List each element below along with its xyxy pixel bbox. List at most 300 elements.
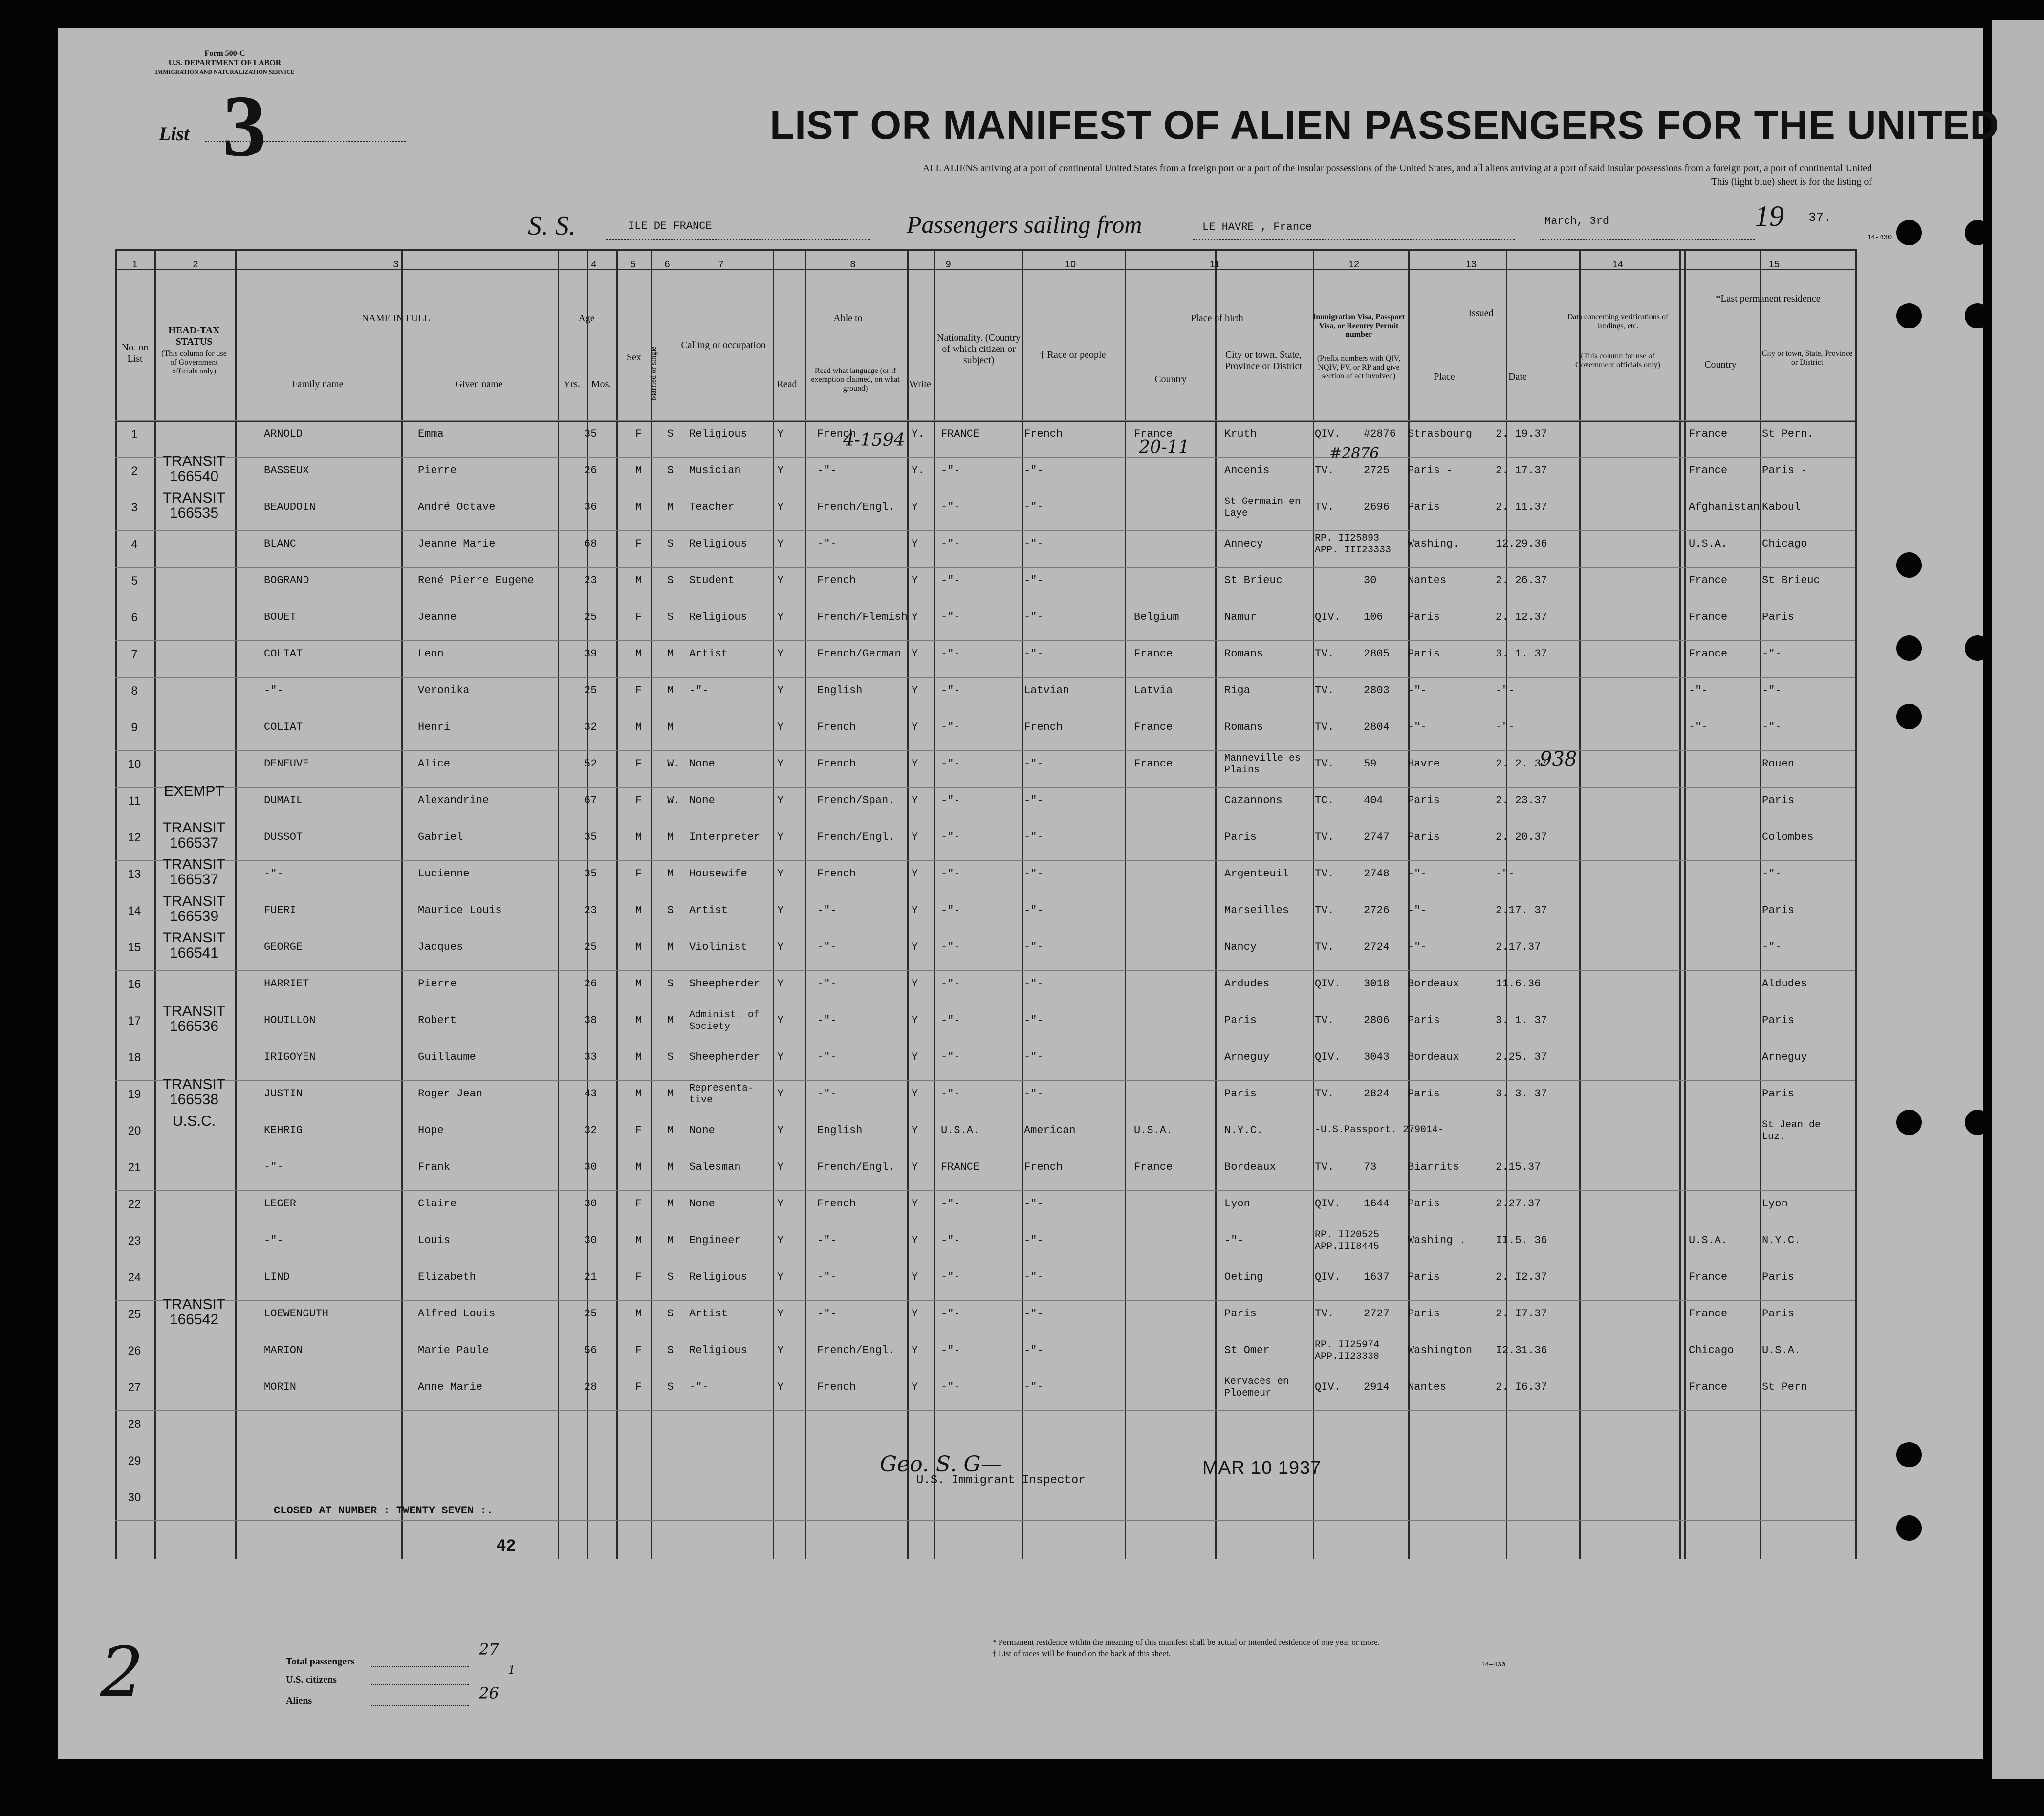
us-citizens-value: 1 — [508, 1664, 515, 1677]
header-no-on-list: No. on List — [121, 342, 149, 364]
given-name: Lucienne — [418, 868, 470, 880]
row-number: 8 — [131, 684, 138, 698]
binder-hole-icon — [1896, 1515, 1922, 1541]
can-write: Y — [912, 611, 918, 623]
grid-column-line — [115, 249, 117, 1559]
grid-column-line — [1313, 249, 1314, 1559]
age-years: 52 — [584, 758, 597, 770]
nationality: -"- — [941, 464, 960, 477]
race: -"- — [1024, 1234, 1044, 1247]
nationality: -"- — [941, 831, 960, 843]
last-residence-city: Paris — [1762, 794, 1795, 807]
visa-prefix: RP. II25893 APP. III23333 — [1315, 533, 1392, 556]
birth-country: Belgium — [1134, 611, 1179, 623]
family-name: DUSSOT — [264, 831, 303, 843]
age-years: 56 — [584, 1344, 597, 1357]
row-number: 17 — [128, 1014, 141, 1028]
visa-number: 73 — [1364, 1161, 1377, 1173]
visa-prefix: TV. — [1315, 831, 1334, 843]
issued-date: 2. 19.37 — [1496, 428, 1547, 440]
sex: F — [635, 794, 642, 807]
birth-city: Bordeaux — [1224, 1161, 1276, 1173]
issued-date: -"- — [1496, 684, 1515, 697]
occupation: None — [689, 1198, 715, 1210]
marital-status: S — [667, 1344, 674, 1357]
issued-place: Strasbourg — [1408, 428, 1473, 440]
can-read: Y — [777, 904, 784, 917]
grid-column-line — [235, 249, 237, 1559]
sex: M — [635, 978, 642, 990]
issued-place: Paris — [1408, 794, 1440, 807]
marital-status: S — [667, 574, 674, 587]
last-residence-city: Chicago — [1762, 538, 1807, 550]
visa-number: 3018 — [1364, 978, 1390, 990]
can-write: Y — [912, 721, 918, 733]
row-number: 20 — [128, 1124, 141, 1138]
row-number: 7 — [131, 648, 138, 661]
age-years: 21 — [584, 1271, 597, 1283]
head-tax-status: TRANSIT 166540 — [162, 453, 226, 484]
header-place-of-birth: Place of birth — [1191, 313, 1243, 324]
header-given-name: Given name — [455, 379, 503, 390]
occupation: Violinist — [689, 941, 747, 953]
marital-status: S — [667, 464, 674, 477]
family-name: DENEUVE — [264, 758, 309, 770]
port-line — [1193, 239, 1515, 240]
last-residence-city: Paris — [1762, 1308, 1795, 1320]
can-read: Y — [777, 1124, 784, 1137]
sex: M — [635, 1161, 642, 1173]
can-write: Y — [912, 941, 918, 953]
can-read: Y — [777, 721, 784, 733]
header-nationality: Nationality. (Country of which citizen or subject) — [937, 332, 1021, 366]
column-number: 2 — [193, 259, 198, 270]
manifest-subtitle — [425, 161, 1872, 189]
row-number: 27 — [128, 1381, 141, 1394]
last-residence-city: Paris — [1762, 1088, 1795, 1100]
sex: M — [635, 941, 642, 953]
binder-hole-icon — [1896, 1442, 1922, 1467]
header-birth-city: City or town, State, Province or District — [1225, 350, 1302, 372]
grid-row-line — [115, 970, 1855, 971]
race: -"- — [1024, 758, 1044, 770]
can-write: Y — [912, 1344, 918, 1357]
can-write: Y — [912, 1161, 918, 1173]
header-family-name: Family name — [292, 379, 344, 390]
binder-hole-icon — [1896, 552, 1922, 578]
last-residence-country: U.S.A. — [1689, 1234, 1728, 1247]
row-number: 16 — [128, 978, 141, 991]
age-years: 67 — [584, 794, 597, 807]
given-name: Jeanne Marie — [418, 538, 496, 550]
given-name: Jacques — [418, 941, 463, 953]
can-read: Y — [777, 1161, 784, 1173]
visa-number: 2726 — [1364, 904, 1390, 917]
nationality: -"- — [941, 648, 960, 660]
nationality: -"- — [941, 1271, 960, 1283]
issued-place: Bordeaux — [1408, 978, 1459, 990]
can-write: Y — [912, 1271, 918, 1283]
head-tax-status: U.S.C. — [172, 1113, 216, 1129]
birth-city: Romans — [1224, 721, 1263, 733]
list-label: List — [159, 123, 190, 145]
grid-row-line — [115, 677, 1855, 678]
can-read: Y — [777, 574, 784, 587]
age-years: 30 — [584, 1161, 597, 1173]
given-name: Hope — [418, 1124, 444, 1137]
race: -"- — [1024, 1344, 1044, 1357]
sex: M — [635, 721, 642, 733]
age-years: 25 — [584, 684, 597, 697]
visa-number: 404 — [1364, 794, 1383, 807]
grid-column-line — [1579, 249, 1581, 1559]
grid-row-line — [115, 787, 1855, 788]
occupation: Sheepherder — [689, 978, 761, 990]
last-residence-city: -"- — [1762, 684, 1782, 697]
visa-number: 2727 — [1364, 1308, 1390, 1320]
birth-country: France — [1134, 721, 1173, 733]
given-name: Anne Marie — [418, 1381, 483, 1393]
birth-country: U.S.A. — [1134, 1124, 1173, 1137]
birth-city: Marseilles — [1224, 904, 1289, 917]
header-birth-country: Country — [1154, 374, 1187, 385]
can-read: Y — [777, 868, 784, 880]
last-residence-city: Paris — [1762, 904, 1795, 917]
visa-prefix: QIV. — [1315, 428, 1341, 440]
can-read: Y — [777, 978, 784, 990]
race: -"- — [1024, 868, 1044, 880]
race: -"- — [1024, 831, 1044, 843]
header-name-in-full: NAME IN FULL — [362, 313, 430, 324]
birth-city: Ancenis — [1224, 464, 1270, 477]
nationality: -"- — [941, 1088, 960, 1100]
given-name: Frank — [418, 1161, 451, 1173]
row-number: 2 — [131, 464, 138, 478]
visa-prefix: TV. — [1315, 1014, 1334, 1027]
language: French — [817, 758, 856, 770]
family-name: HARRIET — [264, 978, 309, 990]
column-number: 3 — [393, 259, 399, 270]
age-years: 28 — [584, 1381, 597, 1393]
row-number: 9 — [131, 721, 138, 734]
family-name: MORIN — [264, 1381, 297, 1393]
grid-row-line — [115, 1080, 1855, 1081]
race: -"- — [1024, 1051, 1044, 1063]
language: French — [817, 721, 856, 733]
handwritten-mark: 4-1594 — [843, 430, 905, 450]
aliens-label: Aliens — [286, 1695, 312, 1706]
can-write: Y — [912, 1234, 918, 1247]
birth-country: France — [1134, 428, 1173, 440]
header-married: Married or single — [650, 346, 658, 401]
marital-status: S — [667, 1308, 674, 1320]
visa-prefix: TV. — [1315, 721, 1334, 733]
can-write: Y — [912, 868, 918, 880]
age-years: 36 — [584, 501, 597, 513]
family-name: -"- — [264, 1234, 283, 1247]
inspector-title: U.S. Immigrant Inspector — [916, 1474, 1086, 1487]
last-residence-country: -"- — [1689, 684, 1708, 697]
column-number: 15 — [1768, 259, 1780, 270]
column-number: 12 — [1348, 259, 1360, 270]
given-name: Pierre — [418, 464, 457, 477]
header-issued-date: Date — [1508, 372, 1527, 382]
issued-place: Paris — [1408, 648, 1440, 660]
marital-status: M — [667, 1198, 674, 1210]
race: French — [1024, 721, 1063, 733]
age-years: 25 — [584, 1308, 597, 1320]
given-name: Henri — [418, 721, 451, 733]
visa-prefix: QIV. — [1315, 1198, 1341, 1210]
head-tax-status: TRANSIT 166537 — [162, 820, 226, 851]
header-head-tax-note: (This column for use of Government officials only) — [161, 350, 227, 375]
race: French — [1024, 1161, 1063, 1173]
head-tax-status: TRANSIT 166541 — [162, 930, 226, 961]
issued-date: 2. 2. 37 — [1496, 758, 1547, 770]
age-years: 26 — [584, 978, 597, 990]
nationality: -"- — [941, 1308, 960, 1320]
sex: M — [635, 648, 642, 660]
marital-status: M — [667, 831, 674, 843]
row-number: 24 — [128, 1271, 141, 1284]
visa-number: #2876 — [1364, 428, 1396, 440]
language: French — [817, 428, 856, 440]
grid-row-line — [115, 640, 1855, 641]
visa-prefix: TV. — [1315, 684, 1334, 697]
occupation: -"- — [689, 684, 709, 697]
visa-prefix: RP. II25974 APP.II23338 — [1315, 1339, 1380, 1362]
grid-row-line — [115, 860, 1855, 861]
issued-date: I2.31.36 — [1496, 1344, 1547, 1357]
head-tax-status: TRANSIT 166539 — [162, 893, 226, 924]
birth-city: Kruth — [1224, 428, 1257, 440]
marital-status: M — [667, 1234, 674, 1247]
marital-status: S — [667, 1271, 674, 1283]
visa-number: 30 — [1364, 574, 1377, 587]
last-residence-country: -"- — [1689, 721, 1708, 733]
nationality: -"- — [941, 501, 960, 513]
binder-hole-icon — [1896, 303, 1922, 328]
total-passengers-value: 27 — [479, 1640, 499, 1659]
family-name: BEAUDOIN — [264, 501, 316, 513]
row-number: 18 — [128, 1051, 141, 1064]
nationality: -"- — [941, 1014, 960, 1027]
language: French/Engl. — [817, 501, 895, 513]
can-write: Y — [912, 1381, 918, 1393]
visa-prefix: QIV. — [1315, 1381, 1341, 1393]
sex: F — [635, 611, 642, 623]
birth-city: N.Y.C. — [1224, 1124, 1263, 1137]
subtitle-line-1: ALL ALIENS arriving at a port of continental United States from a foreign port or a port of the insular possessions of the United States, and all aliens arriving at a port of said insular possessions from a foreign port, a port of continental United — [922, 163, 1872, 174]
visa-prefix: TV. — [1315, 648, 1334, 660]
form-number: Form 500-C — [204, 49, 245, 58]
visa-prefix: TV. — [1315, 758, 1334, 770]
visa-number: 3043 — [1364, 1051, 1390, 1063]
date-line — [1540, 239, 1755, 240]
column-number: 4 — [591, 259, 597, 270]
header-visa-note: (Prefix numbers with QIV, NQIV, PV, or RP and give section of act involved) — [1317, 354, 1401, 380]
visa-prefix: TV. — [1315, 1161, 1334, 1173]
can-read: Y — [777, 758, 784, 770]
row-number: 15 — [128, 941, 141, 954]
language: French/Flemish — [817, 611, 908, 623]
footnote-residence: * Permanent residence within the meaning of this manifest shall be actual or intended residence of one year or more. — [992, 1638, 1380, 1647]
birth-city: Romans — [1224, 648, 1263, 660]
issued-place: -"- — [1408, 868, 1427, 880]
birth-country: France — [1134, 648, 1173, 660]
birth-city: St Omer — [1224, 1344, 1270, 1357]
family-name: COLIAT — [264, 721, 303, 733]
given-name: Elizabeth — [418, 1271, 476, 1283]
can-read: Y — [777, 1088, 784, 1100]
race: -"- — [1024, 978, 1044, 990]
nationality: -"- — [941, 868, 960, 880]
row-number: 21 — [128, 1161, 141, 1174]
last-residence-city: St Jean de Luz. — [1762, 1119, 1821, 1142]
visa-prefix: TV. — [1315, 501, 1334, 513]
grid-row-line — [115, 1410, 1855, 1411]
issued-place: Nantes — [1408, 574, 1447, 587]
last-residence-city: Lyon — [1762, 1198, 1788, 1210]
inspector-signature-icon: Geo. S. G— — [880, 1452, 1002, 1477]
last-residence-city: -"- — [1762, 941, 1782, 953]
head-tax-status: TRANSIT 166535 — [162, 490, 226, 521]
nationality: U.S.A. — [941, 1124, 980, 1137]
visa-prefix: TV. — [1315, 904, 1334, 917]
ship-name: ILE DE FRANCE — [628, 220, 712, 232]
last-residence-country: France — [1689, 611, 1728, 623]
last-residence-city: Arneguy — [1762, 1051, 1807, 1063]
issued-date: -"- — [1496, 721, 1515, 733]
sex: M — [635, 501, 642, 513]
can-write: Y. — [912, 464, 925, 477]
marital-status: M — [667, 1088, 674, 1100]
age-years: 25 — [584, 941, 597, 953]
issued-date: 2. 11.37 — [1496, 501, 1547, 513]
birth-city: Arneguy — [1224, 1051, 1270, 1063]
sex: M — [635, 1234, 642, 1247]
race: French — [1024, 428, 1063, 440]
family-name: LIND — [264, 1271, 290, 1283]
occupation: Administ. of Society — [689, 1009, 760, 1032]
given-name: Gabriel — [418, 831, 463, 843]
language: -"- — [817, 941, 837, 953]
birth-country: Latvia — [1134, 684, 1173, 697]
last-residence-city: -"- — [1762, 721, 1782, 733]
family-name: -"- — [264, 684, 283, 697]
last-residence-country: Afghanistan — [1689, 501, 1760, 513]
marital-status: S — [667, 538, 674, 550]
issued-date: 2. 17.37 — [1496, 464, 1547, 477]
nationality: FRANCE — [941, 1161, 980, 1173]
visa-prefix: QIV. — [1315, 1271, 1341, 1283]
language: -"- — [817, 904, 837, 917]
visa-number: 2803 — [1364, 684, 1390, 697]
header-race: † Race or people — [1040, 350, 1106, 360]
visa-number: 2914 — [1364, 1381, 1390, 1393]
birth-city: Riga — [1224, 684, 1250, 697]
total-line — [371, 1666, 469, 1667]
occupation: None — [689, 794, 715, 807]
handwritten-mark: 20-11 — [1139, 438, 1190, 458]
can-write: Y — [912, 978, 918, 990]
last-residence-city: Paris — [1762, 1014, 1795, 1027]
ss-label: S. S. — [528, 211, 576, 241]
row-number: 19 — [128, 1088, 141, 1101]
page-number: 42 — [496, 1537, 516, 1556]
sex: F — [635, 1381, 642, 1393]
marital-status: M — [667, 1014, 674, 1027]
nationality: -"- — [941, 904, 960, 917]
can-write: Y — [912, 831, 918, 843]
sex: M — [635, 574, 642, 587]
birth-city: Ardudes — [1224, 978, 1270, 990]
issued-date: 2. 23.37 — [1496, 794, 1547, 807]
column-number: 14 — [1612, 259, 1624, 270]
column-number: 13 — [1465, 259, 1477, 270]
age-years: 30 — [584, 1198, 597, 1210]
family-name: KEHRIG — [264, 1124, 303, 1137]
can-write: Y — [912, 574, 918, 587]
nationality: -"- — [941, 941, 960, 953]
family-name: ARNOLD — [264, 428, 303, 440]
nationality: -"- — [941, 1344, 960, 1357]
marital-status: M — [667, 648, 674, 660]
family-name: -"- — [264, 868, 283, 880]
last-residence-city: St Brieuc — [1762, 574, 1820, 587]
manifest-table — [115, 249, 1855, 1559]
issued-place: Havre — [1408, 758, 1440, 770]
head-tax-status: TRANSIT 166537 — [162, 856, 226, 888]
race: -"- — [1024, 1271, 1044, 1283]
grid-column-line — [401, 249, 403, 1559]
can-read: Y — [777, 428, 784, 440]
header-last-country: Country — [1704, 359, 1737, 370]
column-number: 6 — [664, 259, 670, 270]
race: -"- — [1024, 611, 1044, 623]
race: -"- — [1024, 1088, 1044, 1100]
visa-prefix: TC. — [1315, 794, 1334, 807]
visa-number: 2747 — [1364, 831, 1390, 843]
sailing-label: Passengers sailing from — [907, 211, 1142, 238]
header-mos: Mos. — [591, 379, 611, 390]
issued-place: Paris — [1408, 1088, 1440, 1100]
family-name: HOUILLON — [264, 1014, 316, 1027]
visa-prefix: TV. — [1315, 941, 1334, 953]
grid-column-line — [651, 249, 652, 1559]
sex: M — [635, 1051, 642, 1063]
year-prefix: 19 — [1755, 200, 1784, 232]
can-write: Y — [912, 1308, 918, 1320]
birth-city: Paris — [1224, 1088, 1257, 1100]
form-header — [90, 49, 359, 77]
sex: F — [635, 538, 642, 550]
grid-row-line — [115, 750, 1855, 751]
marital-status: S — [667, 904, 674, 917]
sex: F — [635, 428, 642, 440]
nationality: -"- — [941, 611, 960, 623]
birth-city: Paris — [1224, 1308, 1257, 1320]
family-name: BOGRAND — [264, 574, 309, 587]
age-years: 26 — [584, 464, 597, 477]
header-verification-note: (This column for use of Government officials only) — [1575, 352, 1660, 369]
can-write: Y — [912, 1198, 918, 1210]
marital-status: S — [667, 611, 674, 623]
age-years: 43 — [584, 1088, 597, 1100]
grid-column-line — [1125, 249, 1126, 1559]
last-residence-city: Paris — [1762, 1271, 1795, 1283]
family-name: FUERI — [264, 904, 297, 917]
